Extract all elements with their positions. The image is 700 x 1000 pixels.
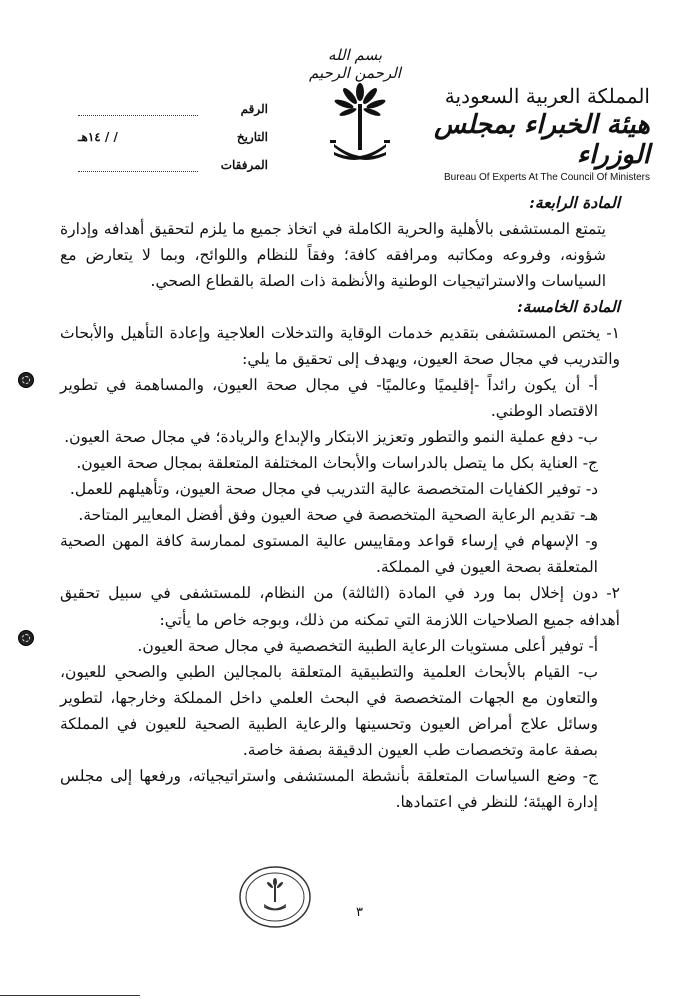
article-5-item-1-a: أ- أن يكون رائداً -إقليميًا وعالميًا- في مجال صحة العيون، والمساهمة في تطوير الاقتصاد الوطني. — [60, 376, 598, 421]
organization-name-en: Bureau Of Experts At The Council Of Ministers — [443, 172, 650, 183]
official-seal — [238, 860, 312, 934]
attachments-field — [78, 144, 268, 172]
basmala: بسم الله الرحمن الرحيم — [309, 46, 401, 82]
page-number: ٣ — [356, 905, 363, 920]
article-5-item-2: ٢- دون إخلال بما ورد في المادة (الثالثة) من النظام، للمستشفى في سبيل تحقيق أهدافه جميع الصلاحيات اللازمة التي تمكنه من ذلك، وبوجه خاص ما يأتي: — [60, 584, 620, 629]
attachments-line — [78, 157, 198, 172]
article-5-item-1: ١- يختص المستشفى بتقديم خدمات الوقاية والتدخلات العلاجية وإعادة التأهيل والأبحاث والتدريب في مجال صحة العيون، ويهدف إلى تحقيق ما يلي: — [60, 324, 620, 369]
country-name: المملكة العربية السعودية — [444, 84, 650, 108]
article-5-item-1-f: و- الإسهام في إرساء قواعد ومقاييس عالية المستوى لممارسة كافة المهن الصحية المتعلقة بصحة العيون في المملكة. — [60, 532, 598, 577]
bottom-rule — [0, 995, 140, 996]
number-field — [78, 88, 268, 116]
document-body — [60, 190, 620, 815]
article-5-item-2-a: أ- توفير أعلى مستويات الرعاية الطبية التخصصية في مجال صحة العيون. — [137, 636, 598, 655]
article-5-item-1-d: د- توفير الكفايات المتخصصة عالية التدريب في مجال صحة العيون، وتأهيلهم للعمل. — [69, 480, 598, 499]
article-4-text: يتمتع المستشفى بالأهلية والحرية الكاملة في اتخاذ جميع ما يلزم لتحقيق أهدافه وإدارة شؤونه، وفروعه ومكاتبه ومرافقه كافة؛ وفقاً للنظام واللوائح، وبما لا يتعارض مع السياسات والاستراتيجيات الوطنية والأنظمة ذات الصلة بالقطاع الصحي. — [60, 220, 606, 291]
article-5-item-2-b: ب- القيام بالأبحاث العلمية والتطبيقية المتعلقة بالمجالين الطبي والصحي للعيون، والتعاون مع الجهات المتخصصة في البحث العلمي داخل المملكة وخارجها، لتطوير وسائل علاج أمراض العيون وتحسينها والرعاية الطبية الصحية للعيون في المملكة بصفة عامة وتخصصات طب العيون الدقيقة بصفة خاصة. — [60, 662, 598, 759]
reference-fields — [78, 88, 268, 172]
organization-block — [430, 84, 650, 183]
margin-hole-icon — [18, 630, 34, 646]
organization-name-ar: هيئة الخبراء بمجلس الوزراء — [434, 110, 650, 170]
margin-hole-icon — [18, 372, 34, 388]
number-label: الرقم — [240, 102, 268, 116]
article-5-item-1-c: ج- العناية بكل ما يتصل بالدراسات والأبحاث المختلفة المتعلقة بمجال صحة العيون. — [76, 454, 598, 473]
article-5-item-2-c: ج- وضع السياسات المتعلقة بأنشطة المستشفى واستراتيجياته، ورفعها إلى مجلس إدارة الهيئة؛ للنظر في اعتمادها. — [60, 766, 598, 811]
article-5-item-1-b: ب- دفع عملية النمو والتطور وتعزيز الابتكار والإبداع والريادة؛ في مجال صحة العيون. — [64, 428, 598, 447]
saudi-emblem-icon — [328, 82, 392, 170]
date-label: التاريخ — [236, 130, 268, 144]
article-4-heading: المادة الرابعة: — [529, 193, 620, 212]
date-value: / / ١٤هـ — [78, 130, 118, 144]
article-5-heading: المادة الخامسة: — [516, 297, 620, 317]
article-5-item-1-e: هـ- تقديم الرعاية الصحية المتخصصة في صحة العيون وفق أفضل المعايير المتاحة. — [78, 506, 598, 525]
attachments-label: المرفقات — [220, 158, 268, 172]
number-line — [78, 101, 198, 116]
date-field — [78, 116, 268, 144]
